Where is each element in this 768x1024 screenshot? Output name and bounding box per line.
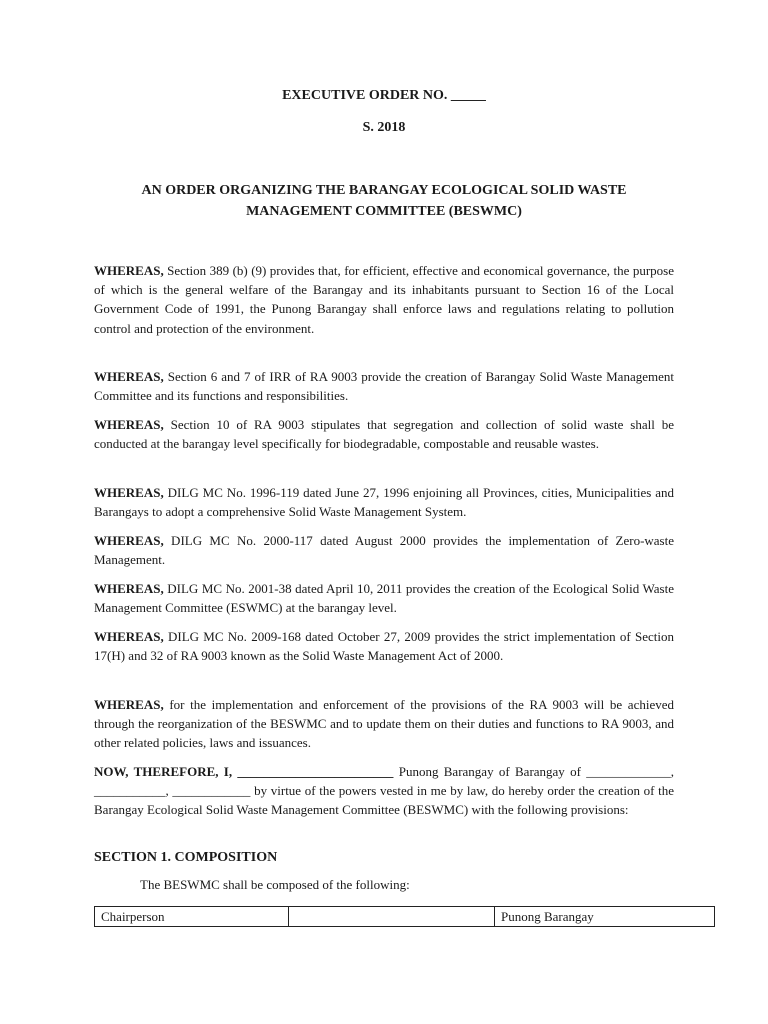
- whereas-text: Section 6 and 7 of IRR of RA 9003 provide the creation of Barangay Solid Waste Management Committee and its functions and responsibilities.: [94, 369, 674, 404]
- whereas-text: DILG MC No. 1996-119 dated June 27, 1996 enjoining all Provinces, cities, Municipalities and Barangays to adopt a comprehensive Solid Waste Management System.: [94, 485, 674, 520]
- executive-order-number: EXECUTIVE ORDER NO. _____: [282, 88, 486, 103]
- whereas-clause: [94, 483, 674, 521]
- table-row: [95, 907, 715, 927]
- whereas-label: WHEREAS,: [94, 417, 164, 432]
- table-cell-name: [289, 907, 495, 927]
- order-title-line-2: MANAGEMENT COMMITTEE (BESWMC): [246, 204, 522, 219]
- whereas-text: DILG MC No. 2009-168 dated October 27, 2009 provides the strict implementation of Section 17(H) and 32 of RA 9003 known as the Solid Waste Management Act of 2000.: [94, 629, 674, 664]
- whereas-clause: [94, 627, 674, 665]
- section-1-heading: SECTION 1. COMPOSITION: [94, 850, 278, 865]
- whereas-clause: [94, 367, 674, 405]
- whereas-clause: [94, 261, 674, 338]
- whereas-text: Section 10 of RA 9003 stipulates that segregation and collection of solid waste shall be conducted at the barangay level specifically for biodegradable, compostable and reusable wastes.: [94, 417, 674, 452]
- whereas-clause: [94, 531, 674, 569]
- table-cell-designation: Punong Barangay: [495, 907, 715, 927]
- whereas-clause: [94, 695, 674, 753]
- order-title: [0, 180, 768, 222]
- whereas-text: DILG MC No. 2001-38 dated April 10, 2011 provides the creation of the Ecological Solid Waste Management Committee (ESWMC) at the barangay level.: [94, 581, 674, 616]
- order-series: S. 2018: [362, 120, 406, 135]
- composition-table: [94, 906, 715, 927]
- therefore-label: NOW, THEREFORE, I, ________________________: [94, 764, 394, 779]
- whereas-label: WHEREAS,: [94, 629, 164, 644]
- whereas-clause: [94, 579, 674, 617]
- whereas-text: DILG MC No. 2000-117 dated August 2000 provides the implementation of Zero-waste Management.: [94, 533, 674, 568]
- whereas-label: WHEREAS,: [94, 533, 164, 548]
- therefore-text: Punong Barangay of Barangay of _____________, ___________, ____________ by virtue of the powers vested in me by law, do hereby order the creation of the Barangay Ecological Solid Waste Management Committee (BESWMC) with the following provisions:: [94, 764, 674, 818]
- whereas-label: WHEREAS,: [94, 697, 164, 712]
- whereas-label: WHEREAS,: [94, 369, 164, 384]
- whereas-text: for the implementation and enforcement of the provisions of the RA 9003 will be achieved through the reorganization of the BESWMC and to update them on their duties and functions to RA 9003, and other related policies, laws and issuances.: [94, 697, 674, 751]
- section-1-intro: The BESWMC shall be composed of the following:: [140, 877, 410, 892]
- order-title-line-1: AN ORDER ORGANIZING THE BARANGAY ECOLOGICAL SOLID WASTE: [141, 183, 627, 198]
- whereas-text: Section 389 (b) (9) provides that, for efficient, effective and economical governance, the purpose of which is the general welfare of the Barangay and its inhabitants pursuant to Section 16 of the Local Government Code of 1991, the Punong Barangay shall enforce laws and regulations relating to pollution control and protection of the environment.: [94, 263, 674, 336]
- whereas-label: WHEREAS,: [94, 581, 164, 596]
- whereas-label: WHEREAS,: [94, 263, 164, 278]
- whereas-label: WHEREAS,: [94, 485, 164, 500]
- table-cell-position: Chairperson: [95, 907, 289, 927]
- whereas-clause: [94, 415, 674, 453]
- therefore-clause: [94, 762, 674, 820]
